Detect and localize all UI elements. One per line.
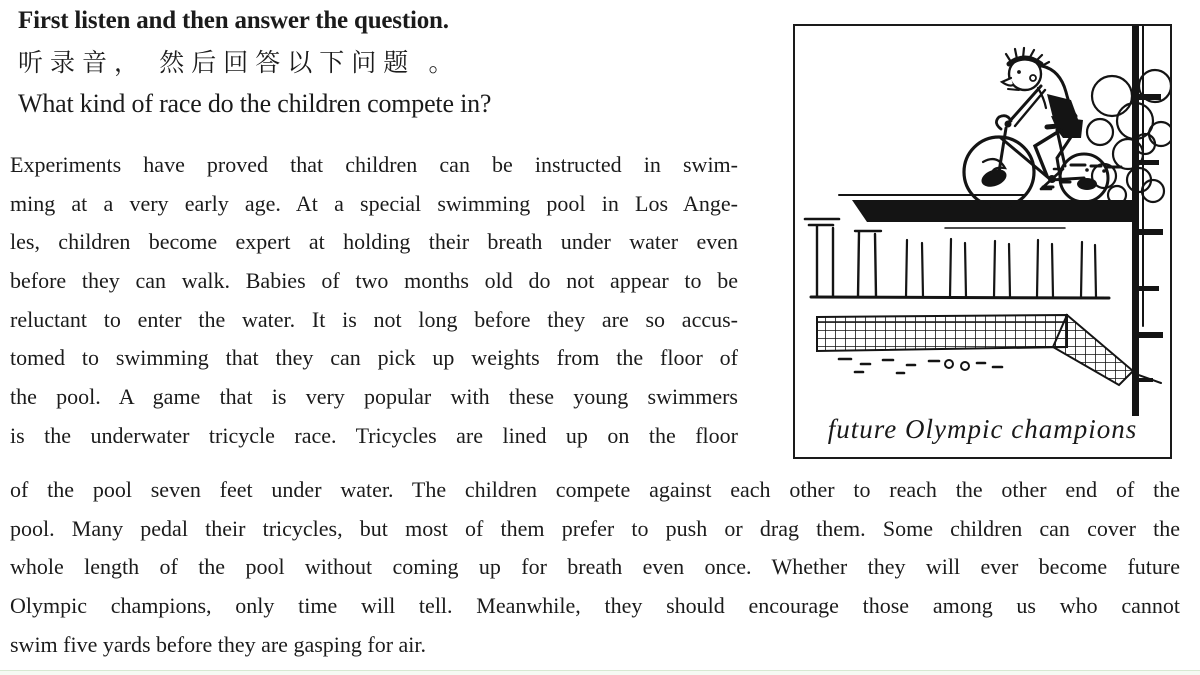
passage-line: Experiments have proved that children can be instructed in swim- bbox=[10, 152, 738, 177]
lesson-instructions bbox=[18, 6, 758, 120]
passage-line: whole length of the pool without coming up for breath even once. Whether they will ever become future bbox=[10, 554, 1180, 580]
passage-line: ming at a very early age. At a special swimming pool in Los Ange- bbox=[10, 190, 738, 216]
passage-narrow-column bbox=[10, 146, 738, 456]
passage-line: is the underwater tricycle race. Tricycles are lined up on the floor bbox=[10, 422, 738, 448]
passage-line: tomed to swimming that they can pick up weights from the floor of bbox=[10, 345, 738, 371]
comprehension-question: What kind of race do the children compete in? bbox=[18, 89, 492, 118]
passage-line: reluctant to enter the water. It is not long before they are so accus- bbox=[10, 306, 738, 332]
illustration-caption: future Olympic champions bbox=[827, 414, 1138, 444]
passage-line: the pool. A game that is very popular with these young swimmers bbox=[10, 384, 738, 410]
illustration-box bbox=[793, 24, 1172, 459]
instruction-chinese: 听录音， 然后回答以下问题 。 bbox=[18, 50, 461, 77]
passage-line: swim five yards before they are gasping for air. bbox=[10, 631, 427, 657]
instruction-heading: First listen and then answer the question. bbox=[18, 7, 449, 34]
tricycle-diving-board-drawing bbox=[795, 26, 1170, 457]
passage-line: Olympic champions, only time will tell. Meanwhile, they should encourage those among us who cannot bbox=[10, 593, 1180, 619]
passage-line: before they can walk. Babies of two months old do not appear to be bbox=[10, 268, 738, 294]
bottom-strip bbox=[0, 670, 1200, 675]
passage-line: les, children become expert at holding their breath under water even bbox=[10, 229, 738, 255]
passage-line: of the pool seven feet under water. The children compete against each other to reach the other end of the bbox=[10, 477, 1180, 502]
passage-full-width bbox=[10, 471, 1180, 664]
passage-line: pool. Many pedal their tricycles, but most of them prefer to push or drag them. Some children can cover the bbox=[10, 515, 1180, 541]
